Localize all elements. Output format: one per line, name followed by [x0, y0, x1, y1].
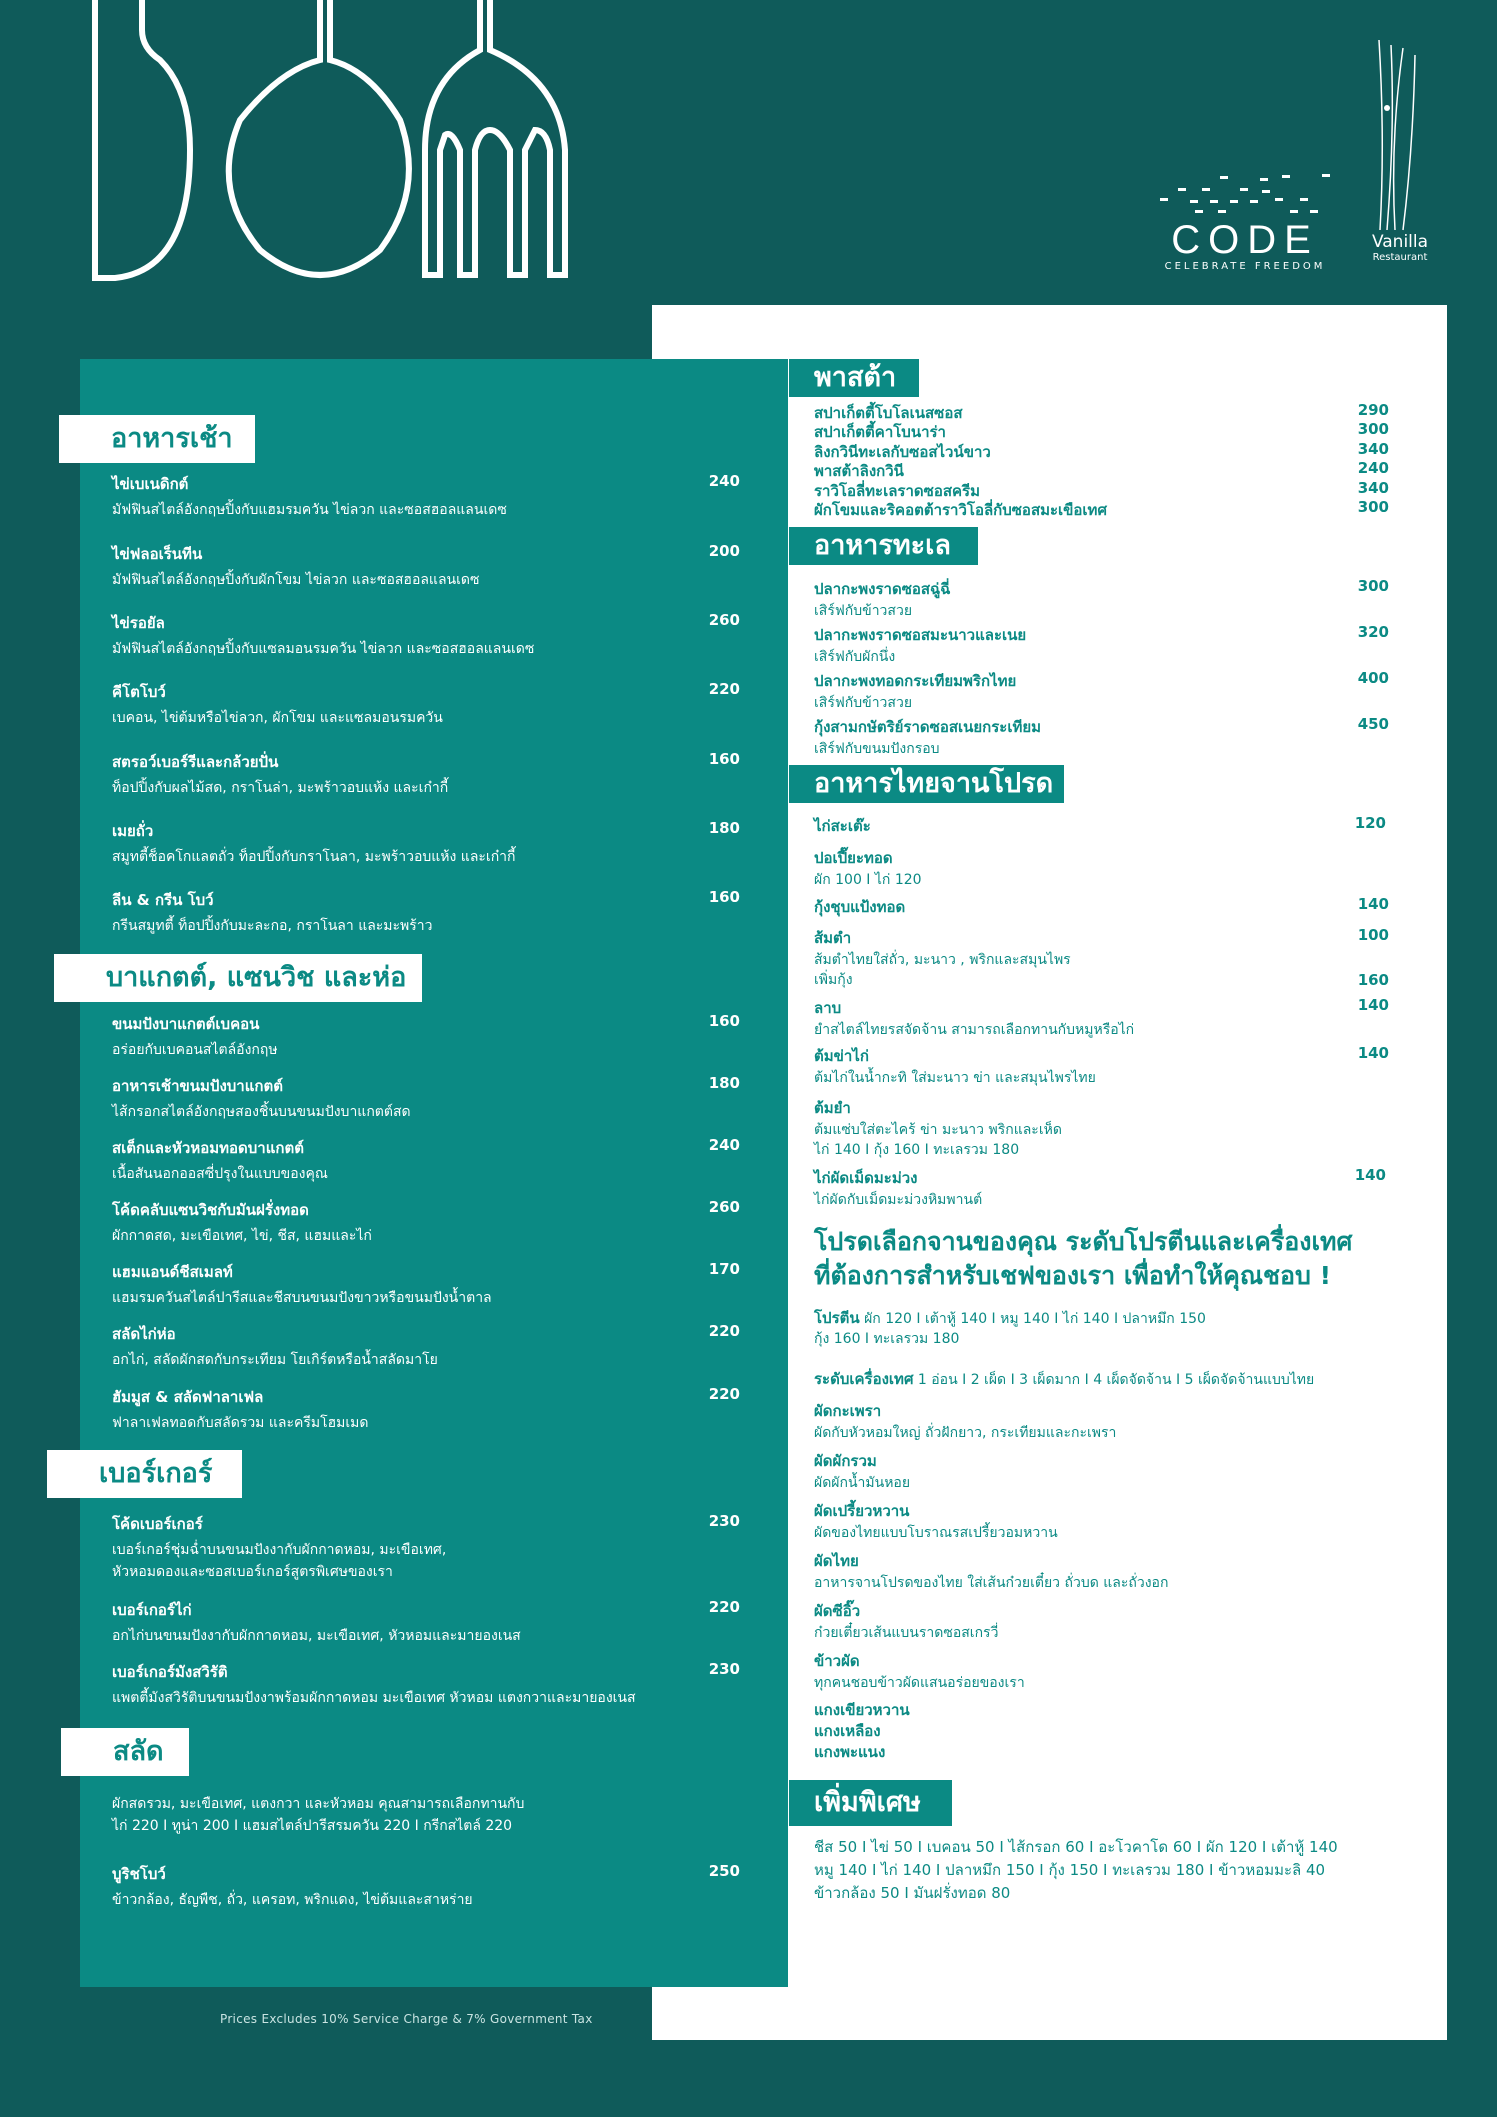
- menu-item: ปลากะพงทอดกระเทียมพริกไทย 400 เสิร์ฟกับข้าวสวย: [814, 669, 1389, 711]
- menu-item: ไข่เบเนดิกต์ 240 มัฟฟินสไตล์อังกฤษปิ้งกับแฮมรมควัน ไข่ลวก และซอสฮอลแลนเดซ: [112, 472, 740, 518]
- menu-item: ผัดเปรี้ยวหวาน ผัดของไทยแบบโบราณรสเปรี้ยวอมหวาน: [814, 1502, 1058, 1541]
- menu-item: กุ้งชุบแป้งทอด 140: [814, 895, 1389, 916]
- menu-item: ไก่ผัดเม็ดมะม่วง 140 ไก่ผัดกับเม็ดมะม่วงหิมพานต์: [814, 1166, 1386, 1208]
- menu-item: ผักโขมและริคอตต้าราวิโอลี่กับซอสมะเขือเทศ 300: [814, 498, 1389, 519]
- menu-item: ผัดผักรวม ผัดผักน้ำมันหอย: [814, 1452, 911, 1491]
- menu-item: ขนมปังบาแกตต์เบคอน 160 อร่อยกับเบคอนสไตล์อังกฤษ: [112, 1012, 740, 1058]
- section-breakfast-title: อาหารเช้า: [59, 415, 255, 463]
- menu-item: ราวิโอลี่ทะเลราดซอสครีม 340: [814, 479, 1389, 500]
- menu-item: ลิงกวินีทะเลกับซอสไวน์ขาว 340: [814, 440, 1389, 461]
- menu-item: สปาเก็ตตี้คาโบนาร่า 300: [814, 420, 1389, 441]
- vanilla-plant-icon: [1365, 40, 1435, 240]
- cutlery-illustration: [80, 0, 590, 290]
- menu-item: ผัดกะเพรา ผัดกับหัวหอมใหญ่ ถั่วฝักยาว, กระเทียมและกะเพรา: [814, 1402, 1117, 1441]
- vanilla-title: Vanilla: [1371, 232, 1429, 252]
- code-logo: [1150, 160, 1340, 272]
- menu-item: ปอเปี๊ยะทอด ผัก 100 I ไก่ 120: [814, 849, 922, 888]
- custom-order-title: โปรดเลือกจานของคุณ ระดับโปรตีนและเครื่องเทศ ที่ต้องการสำหรับเชฟของเรา เพื่อทำให้คุณชอบ !: [814, 1227, 1353, 1290]
- menu-item: ต้มยำ ต้มแซ่บใส่ตะไคร้ ข่า มะนาว พริกและเห็ด ไก่ 140 I กุ้ง 160 I ทะเลรวม 180: [814, 1099, 1062, 1158]
- menu-item: โค้ดคลับแซนวิชกับมันฝรั่งทอด 260 ผักกาดสด, มะเขือเทศ, ไข่, ชีส, แฮมและไก่: [112, 1198, 740, 1244]
- menu-item: โค้ดเบอร์เกอร์ 230 เบอร์เกอร์ชุ่มฉ่ำบนขนมปังงากับผักกาดหอม, มะเขือเทศ, หัวหอมดองและซอสเบอร์เกอร์สูตรพิเศษของเรา: [112, 1512, 740, 1580]
- menu-item: สปาเก็ตตี้โบโลเนสซอส 290: [814, 401, 1389, 422]
- menu-item: สเต็กและหัวหอมทอดบาแกตต์ 240 เนื้อสันนอกออสซี่ปรุงในแบบของคุณ: [112, 1136, 740, 1182]
- code-logo-title: CODE: [1171, 218, 1319, 262]
- menu-item: กุ้งสามกษัตริย์ราดซอสเนยกระเทียม 450 เสิร์ฟกับขนมปังกรอบ: [814, 715, 1389, 757]
- menu-item: คีโตโบว์ 220 เบคอน, ไข่ต้มหรือไข่ลวก, ผักโขม และแซลมอนรมควัน: [112, 680, 740, 726]
- menu-item: เมยถั่ว 180 สมูทตี้ช็อคโกแลตถั่ว ท็อปปิ้งกับกราโนลา, มะพร้าวอบแห้ง และเก๋ากี้: [112, 819, 740, 865]
- menu-item: ไก่สะเต๊ะ 120: [814, 814, 1386, 835]
- section-extras-title: เพิ่มพิเศษ: [789, 1780, 952, 1826]
- code-logo-tagline: CELEBRATE FREEDOM: [1164, 261, 1326, 272]
- section-pasta-title: พาสต้า: [789, 359, 919, 397]
- extras-list: ชีส 50 I ไข่ 50 I เบคอน 50 I ไส้กรอก 60 I อะโวคาโด 60 I ผัก 120 I เต้าหู้ 140 หมู 140 I ไก่ 140 I ปลาหมึก 150 I กุ้ง 150 I ทะเลรวม 180 I ข้าวหอมมะลิ 40 ข้าวกล้อง 50 I มันฝรั่งทอด 80: [814, 1838, 1338, 1902]
- menu-item: บูริชโบว์ 250 ข้าวกล้อง, ธัญพืช, ถั่ว, แครอท, พริกแดง, ไข่ต้มและสาหร่าย: [112, 1862, 740, 1908]
- menu-item: แฮมแอนด์ชีสเมลท์ 170 แฮมรมควันสไตล์ปารีสและชีสบนขนมปังขาวหรือขนมปังน้ำตาล: [112, 1260, 740, 1306]
- section-salad-title: สลัด: [61, 1728, 189, 1776]
- menu-item: ผักสดรวม, มะเขือเทศ, แตงกวา และหัวหอม คุณสามารถเลือกทานกับ ไก่ 220 I ทูน่า 200 I แฮมสไตล์ปารีสรมควัน 220 I กรีกสไตล์ 220: [112, 1796, 525, 1834]
- protein-options: โปรตีน ผัก 120 I เต้าหู้ 140 I หมู 140 I ไก่ 140 I ปลาหมึก 150 กุ้ง 160 I ทะเลรวม 180: [814, 1309, 1206, 1347]
- menu-item: ฮัมมูส & สลัดฟาลาเฟล 220 ฟาลาเฟลทอดกับสลัดรวม และครีมโฮมเมด: [112, 1385, 740, 1431]
- menu-item: สตรอว์เบอร์รีและกล้วยปั่น 160 ท็อปปิ้งกับผลไม้สด, กราโนล่า, มะพร้าวอบแห้ง และเก๋ากี้: [112, 750, 740, 796]
- menu-item: ผัดไทย อาหารจานโปรดของไทย ใส่เส้นก๋วยเตี๋ยว ถั่วบด และถั่วงอก: [814, 1552, 1169, 1591]
- menu-item: อาหารเช้าขนมปังบาแกตต์ 180 ไส้กรอกสไตล์อังกฤษสองชิ้นบนขนมปังบาแกตต์สด: [112, 1074, 740, 1120]
- section-baguette-title: บาแกตต์, แซนวิช และห่อ: [54, 954, 422, 1002]
- menu-item: สลัดไก่ห่อ 220 อกไก่, สลัดผักสดกับกระเทียม โยเกิร์ตหรือน้ำสลัดมาโย: [112, 1322, 740, 1368]
- menu-item: พาสต้าลิงกวินี 240: [814, 459, 1389, 480]
- spoon-icon: [229, 0, 409, 275]
- menu-item: ไข่รอยัล 260 มัฟฟินสไตล์อังกฤษปิ้งกับแซลมอนรมควัน ไข่ลวก และซอสฮอลแลนเดซ: [112, 611, 740, 657]
- section-burger-title: เบอร์เกอร์: [47, 1450, 242, 1498]
- menu-item: ลีน & กรีน โบว์ 160 กรีนสมูทตี้ ท็อปปิ้งกับมะละกอ, กราโนลา และมะพร้าว: [112, 888, 740, 934]
- code-logo-dots-icon: [1150, 160, 1340, 215]
- spice-options: ระดับเครื่องเทศ 1 อ่อน I 2 เผ็ด I 3 เผ็ดมาก I 4 เผ็ดจัดจ้าน I 5 เผ็ดจัดจ้านแบบไทย: [814, 1370, 1315, 1388]
- vanilla-sub: Restaurant: [1372, 252, 1428, 263]
- section-seafood-title: อาหารทะเล: [789, 527, 978, 565]
- menu-item: ปลากะพงราดซอสมะนาวและเนย 320 เสิร์ฟกับผักนึ่ง: [814, 623, 1389, 665]
- section-thai-title: อาหารไทยจานโปรด: [789, 765, 1064, 803]
- menu-item: ปลากะพงราดซอสฉู่ฉี่ 300 เสิร์ฟกับข้าวสวย: [814, 577, 1389, 619]
- menu-item: ผัดซีอิ๊ว ก๋วยเตี๋ยวเส้นแบนราดซอสเกรวี่: [814, 1602, 999, 1641]
- menu-item: เบอร์เกอร์มังสวิรัติ 230 แพตตี้มังสวิรัติบนขนมปังงาพร้อมผักกาดหอม มะเขือเทศ หัวหอม แตงกวาและมายองเนส: [112, 1660, 740, 1706]
- price-footnote: Prices Excludes 10% Service Charge & 7% Government Tax: [220, 2012, 593, 2026]
- knife-icon: [95, 0, 190, 278]
- menu-item: ลาบ 140 ยำสไตล์ไทยรสจัดจ้าน สามารถเลือกทานกับหมูหรือไก่: [814, 996, 1389, 1038]
- curry-list: แกงเขียวหวาน แกงเหลือง แกงพะแนง: [814, 1701, 910, 1761]
- menu-item: ข้าวผัด ทุกคนชอบข้าวผัดแสนอร่อยของเรา: [814, 1652, 1025, 1691]
- menu-item: ไข่ฟลอเร็นทีน 200 มัฟฟินสไตล์อังกฤษปิ้งกับผักโขม ไข่ลวก และซอสฮอลแลนเดซ: [112, 542, 740, 588]
- menu-item: เบอร์เกอร์ไก่ 220 อกไก่บนขนมปังงากับผักกาดหอม, มะเขือเทศ, หัวหอมและมายองเนส: [112, 1598, 740, 1644]
- menu-item: ส้มตำ 100 ส้มตำไทยใส่ถั่ว, มะนาว , พริกและสมุนไพร เพิ่มกุ้ง 160: [814, 926, 1389, 989]
- fork-icon: [425, 0, 565, 275]
- menu-item: ต้มข่าไก่ 140 ต้มไก่ในน้ำกะทิ ใส่มะนาว ข่า และสมุนไพรไทย: [814, 1044, 1389, 1086]
- vanilla-logo: [1365, 40, 1435, 263]
